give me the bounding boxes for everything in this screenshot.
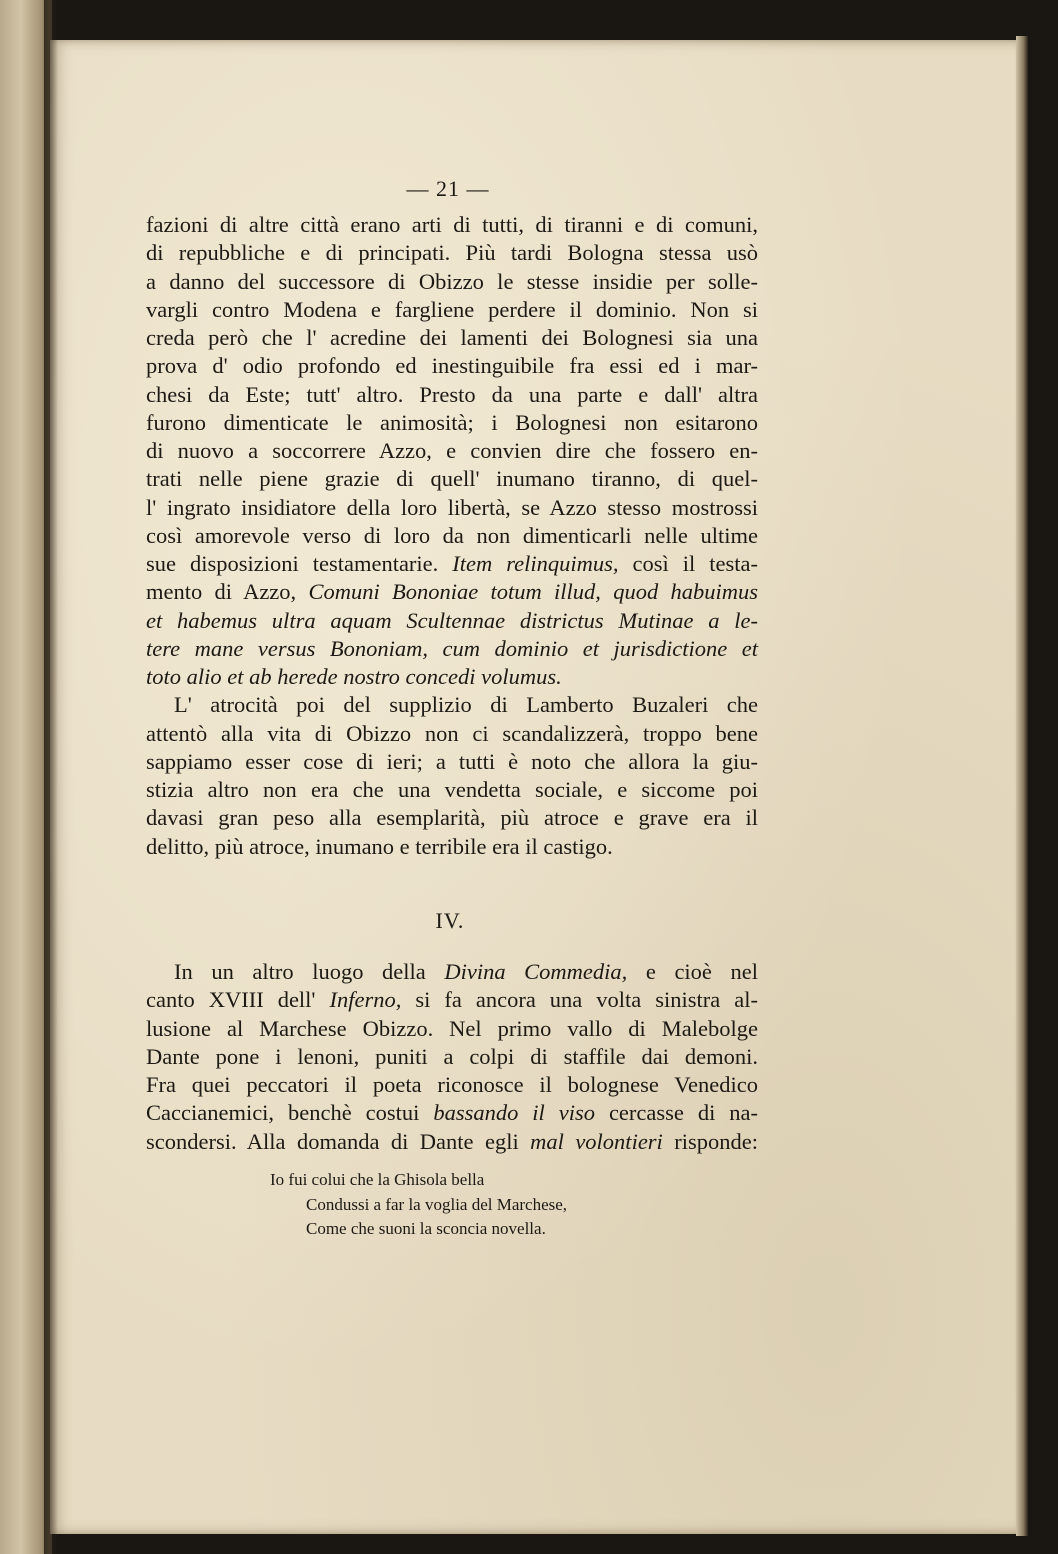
text-run: In un altro luogo della (174, 959, 445, 984)
text-run: scondersi. Alla domanda di Dante egli (146, 1128, 531, 1154)
text-line: a danno del successore di Obizzo le stesse insidie per solle- (146, 268, 758, 294)
text-run: cercasse di na- (595, 1100, 758, 1126)
quoted-phrase: mal volontieri (530, 1128, 663, 1154)
text-line: Dante pone i lenoni, puniti a colpi di staffile dai demoni. (146, 1043, 758, 1069)
text-line: Fra quei peccatori il poeta riconosce il bolognese Venedico (146, 1072, 758, 1097)
text-line: di repubbliche e di principati. Più tardi Bologna stessa usò (146, 240, 758, 266)
text-line: di nuovo a soccorrere Azzo, e convien dire che fossero en- (146, 438, 758, 463)
text-run: si fa ancora una volta sinistra al- (401, 987, 759, 1013)
text-line: fazioni di altre città erano arti di tutti, di tiranni e di comuni, (146, 212, 758, 237)
section-heading: IV. (435, 908, 465, 933)
text-run: canto XVIII dell' (146, 987, 330, 1013)
verse-line: Io fui colui che la Ghisola bella (270, 1170, 485, 1189)
latin-quote: Item relinquimus, (452, 551, 619, 576)
text-line: delitto, più atroce, inumano e terribile era il castigo. (146, 833, 613, 859)
page-number: — 21 — (406, 176, 490, 201)
text-line: così amorevole verso di loro da non dimenticarli nelle ultime (146, 522, 758, 548)
text-line (146, 550, 758, 578)
main-text-block (146, 211, 758, 861)
text-line: furono dimenticate le animosità; i Bolognesi non esitarono (146, 409, 758, 435)
text-run: mento di Azzo, (146, 579, 309, 605)
text-line: vargli contro Modena e fargliene perdere il dominio. Non si (146, 296, 758, 322)
text-line: prova d' odio profondo ed inestinguibile fra essi ed i mar- (146, 353, 758, 379)
text-line: L' atrocità poi del supplizio di Lamberto Buzaleri che (174, 692, 758, 718)
page-edge (1016, 36, 1028, 1536)
latin-quote: Comuni Bononiae totum illud, quod habuimus (308, 579, 758, 605)
text-run: così il testa- (618, 551, 758, 576)
text-line: chesi da Este; tutt' altro. Presto da una parte e dall' altra (146, 381, 758, 407)
text-run: risponde: (662, 1128, 758, 1154)
text-line (146, 663, 758, 691)
work-title: Inferno, (329, 987, 402, 1013)
text-line: stizia altro non era che una vendetta sociale, e siccome poi (146, 777, 758, 802)
work-title: Divina Commedia, (444, 959, 628, 984)
quoted-phrase: bassando il viso (433, 1100, 595, 1126)
text-line: lusione al Marchese Obizzo. Nel primo vallo di Malebolge (146, 1015, 758, 1041)
section-text-block (146, 958, 758, 1156)
text-line: creda però che l' acredine dei lamenti dei Bolognesi sia una (146, 325, 758, 350)
text-line (146, 1128, 758, 1156)
text-line (146, 635, 758, 663)
text-line: davasi gran peso alla esemplarità, più atroce e grave era il (146, 805, 758, 831)
text-line: sappiamo esser cose di ieri; a tutti è noto che allora la giu- (146, 748, 758, 774)
verse-quotation (270, 1168, 650, 1242)
text-line: l' ingrato insidiatore della loro libertà, se Azzo stesso mostrossi (146, 494, 758, 520)
text-line: attentò alla vita di Obizzo non ci scandalizzerà, troppo bene (146, 720, 758, 746)
verse-line: Come che suoni la sconcia novella. (306, 1219, 546, 1238)
text-run: Caccianemici, benchè costui (146, 1100, 434, 1126)
latin-quote: et habemus ultra aquam Scultennae districtus Mutinae a le- (146, 607, 758, 633)
text-line (146, 1099, 758, 1127)
text-line (146, 958, 758, 986)
latin-quote: tere mane versus Bononiam, cum dominio et jurisdictione et (146, 635, 758, 661)
text-line (146, 578, 758, 606)
verse-line: Condussi a far la voglia del Marchese, (306, 1194, 568, 1214)
text-run: e cioè nel (627, 959, 758, 984)
text-line: trati nelle piene grazie di quell' inumano tiranno, di quel- (146, 466, 758, 492)
latin-quote: toto alio et ab herede nostro concedi volumus. (146, 664, 562, 689)
text-run: sue disposizioni testamentarie. (146, 551, 453, 576)
text-line (146, 986, 758, 1014)
gutter-shadow (44, 0, 58, 1554)
text-line (146, 607, 758, 635)
